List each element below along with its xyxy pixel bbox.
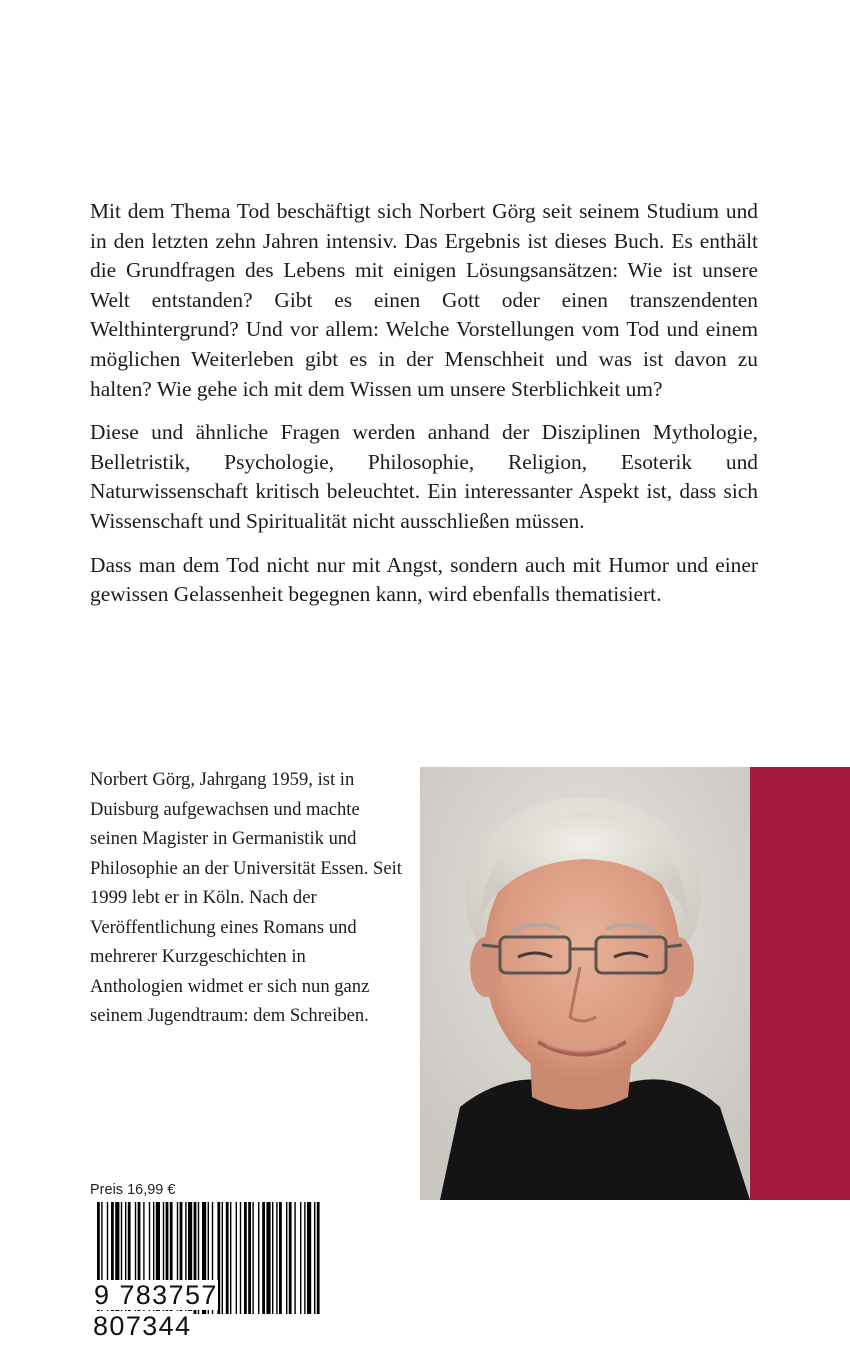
isbn-number [93, 1280, 323, 1342]
back-cover-blurb [90, 197, 758, 624]
blurb-paragraph-3: Dass man dem Tod nicht nur mit Angst, sondern auch mit Humor und einer gewissen Gelassenheit begegnen kann, wird ebenfalls thematisiert. [90, 552, 758, 607]
author-bio: Norbert Görg, Jahrgang 1959, ist in Duisburg aufgewachsen und machte seinen Magister in Germanistik und Philosophie an der Universität Essen. Seit 1999 lebt er in Köln. Nach der Veröffentlichung eines Romans und mehrerer Kurzgeschichten in Anthologien widmet er sich nun ganz seinem Jugendtraum: dem Schreiben. [90, 769, 402, 1026]
accent-color-band [750, 767, 850, 1200]
blurb-paragraph-1: Mit dem Thema Tod beschäftigt sich Norbert Görg seit seinem Studium und in den letzten zehn Jahren intensiv. Das Ergebnis ist dieses Buch. Es enthält die Grundfragen des Lebens mit einigen Lösungsansätzen: Wie ist unsere Welt entstanden? Gibt es einen Gott oder einen transzendenten Welthintergrund? Und vor allem: Welche Vorstellungen vom Tod und einem möglichen Weiterleben gibt es in der Menschheit und was ist davon zu halten? Wie gehe ich mit dem Wissen um unsere Sterblichkeit um? [90, 199, 758, 401]
price-label: Preis 16,99 € [90, 1182, 176, 1198]
blurb-paragraph-2: Diese und ähnliche Fragen werden anhand der Disziplinen Mythologie, Belletristik, Psychologie, Philosophie, Religion, Esoterik und Naturwissenschaft kritisch beleuchtet. Ein interessanter Aspekt ist, dass sich Wissenschaft und Spiritualität nicht ausschließen müssen. [90, 420, 758, 533]
author-photo [420, 767, 750, 1200]
isbn-digits-text: 9 783757 807344 [93, 1280, 218, 1341]
